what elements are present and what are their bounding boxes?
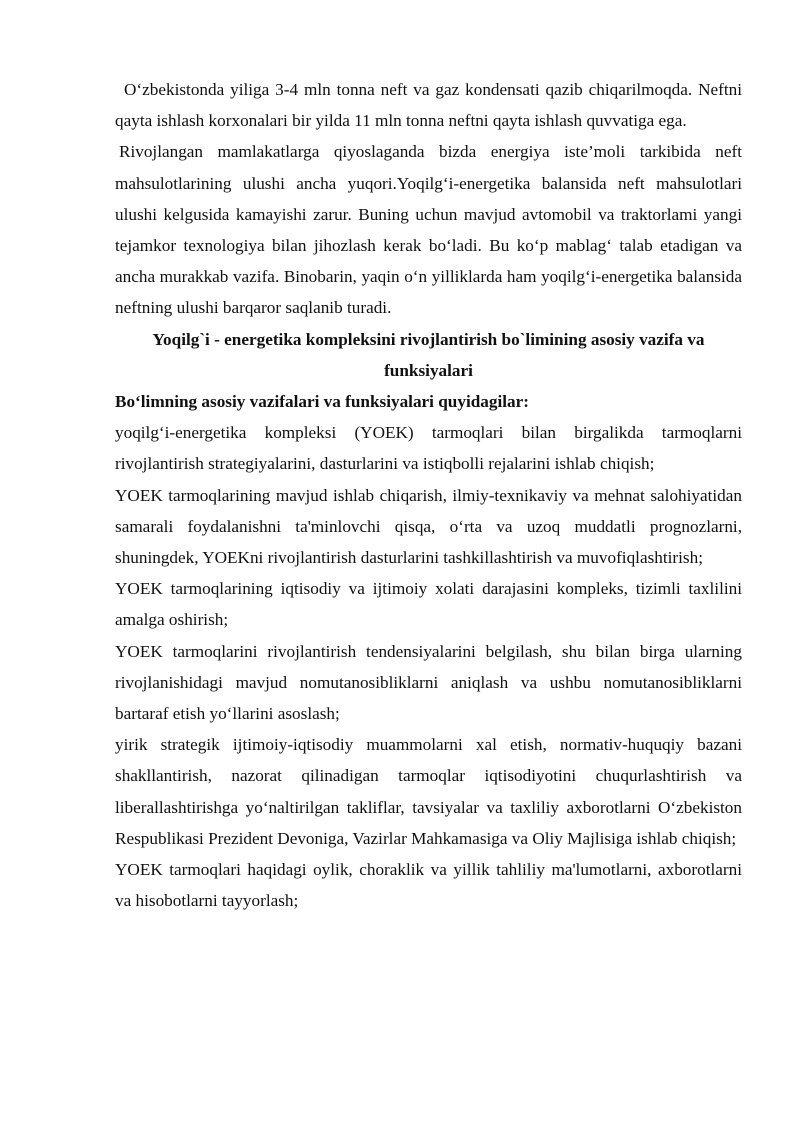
document-page	[115, 74, 742, 916]
task-paragraph-forecasts: YOEK tarmoqlarining mavjud ishlab chiqarish, ilmiy-texnikaviy va mehnat salohiyatidan samarali foydalanishni ta'minlovchi qisqa, o‘rta va uzoq muddatli prognozlarni, shuningdek, YOEKni rivojlantirish dasturlarini tashkillashtirish va muvofiqlashtirish;	[115, 485, 742, 568]
task-paragraph-reports: YOEK tarmoqlari haqidagi oylik, choraklik va yillik tahliliy ma'lumotlarni, axborotlarni va hisobotlarni tayyorlash;	[115, 860, 742, 911]
tasks-subheading: Bo‘limning asosiy vazifalari va funksiyalari quyidagilar:	[115, 392, 529, 412]
intro-paragraph-energy-balance: Rivojlangan mamlakatlarga qiyoslaganda bizda energiya iste’moli tarkibida neft mahsulotlarining ulushi ancha yuqori.Yoqilg‘i-energetika balansida neft mahsulotlari ulushi kelgusida kamayishi zarur. Buning uchun mavjud avtomobil va traktorlami yangi tejamkor texnologiya bilan jihozlash kerak bo‘ladi. Bu ko‘p mablag‘ talab etadigan va ancha murakkab vazifa. Binobarin, yaqin o‘n yilliklarda ham yoqilg‘i-energetika balansida neftning ulushi barqaror saqlanib turadi.	[115, 142, 742, 318]
section-heading: Yoqilg`i - energetika kompleksini rivojlantirish bo`limining asosiy vazifa va funksiyalari	[152, 329, 705, 380]
task-paragraph-analysis: YOEK tarmoqlarining iqtisodiy va ijtimoiy xolati darajasini kompleks, tizimli taxlilini amalga oshirish;	[115, 579, 742, 630]
intro-paragraph-production: O‘zbekistonda yiliga 3-4 mln tonna neft va gaz kondensati qazib chiqarilmoqda. Neftni qayta ishlash korxonalari bir yilda 11 mln tonna neftni qayta ishlash quvvatiga ega.	[115, 80, 742, 131]
task-paragraph-trends: YOEK tarmoqlarini rivojlantirish tendensiyalarini belgilash, shu bilan birga ularning rivojlanishidagi mavjud nomutanosibliklarni aniqlash va ushbu nomutanosibliklarni bartaraf etish yo‘llarini asoslash;	[115, 641, 742, 724]
task-paragraph-strategy: yoqilg‘i-energetika kompleksi (YOEK) tarmoqlari bilan birgalikda tarmoqlarni rivojlantirish strategiyalarini, dasturlarini va istiqbolli rejalarini ishlab chiqish;	[115, 423, 742, 474]
task-paragraph-proposals: yirik strategik ijtimoiy-iqtisodiy muammolarni xal etish, normativ-huquqiy bazani shakllantirish, nazorat qilinadigan tarmoqlar iqtisodiyotini chuqurlashtirish va liberallashtirishga yo‘naltirilgan takliflar, tavsiyalar va taxliliy axborotlarni O‘zbekiston Respublikasi Prezident Devoniga, Vazirlar Mahkamasiga va Oliy Majlisiga ishlab chiqish;	[115, 735, 742, 848]
